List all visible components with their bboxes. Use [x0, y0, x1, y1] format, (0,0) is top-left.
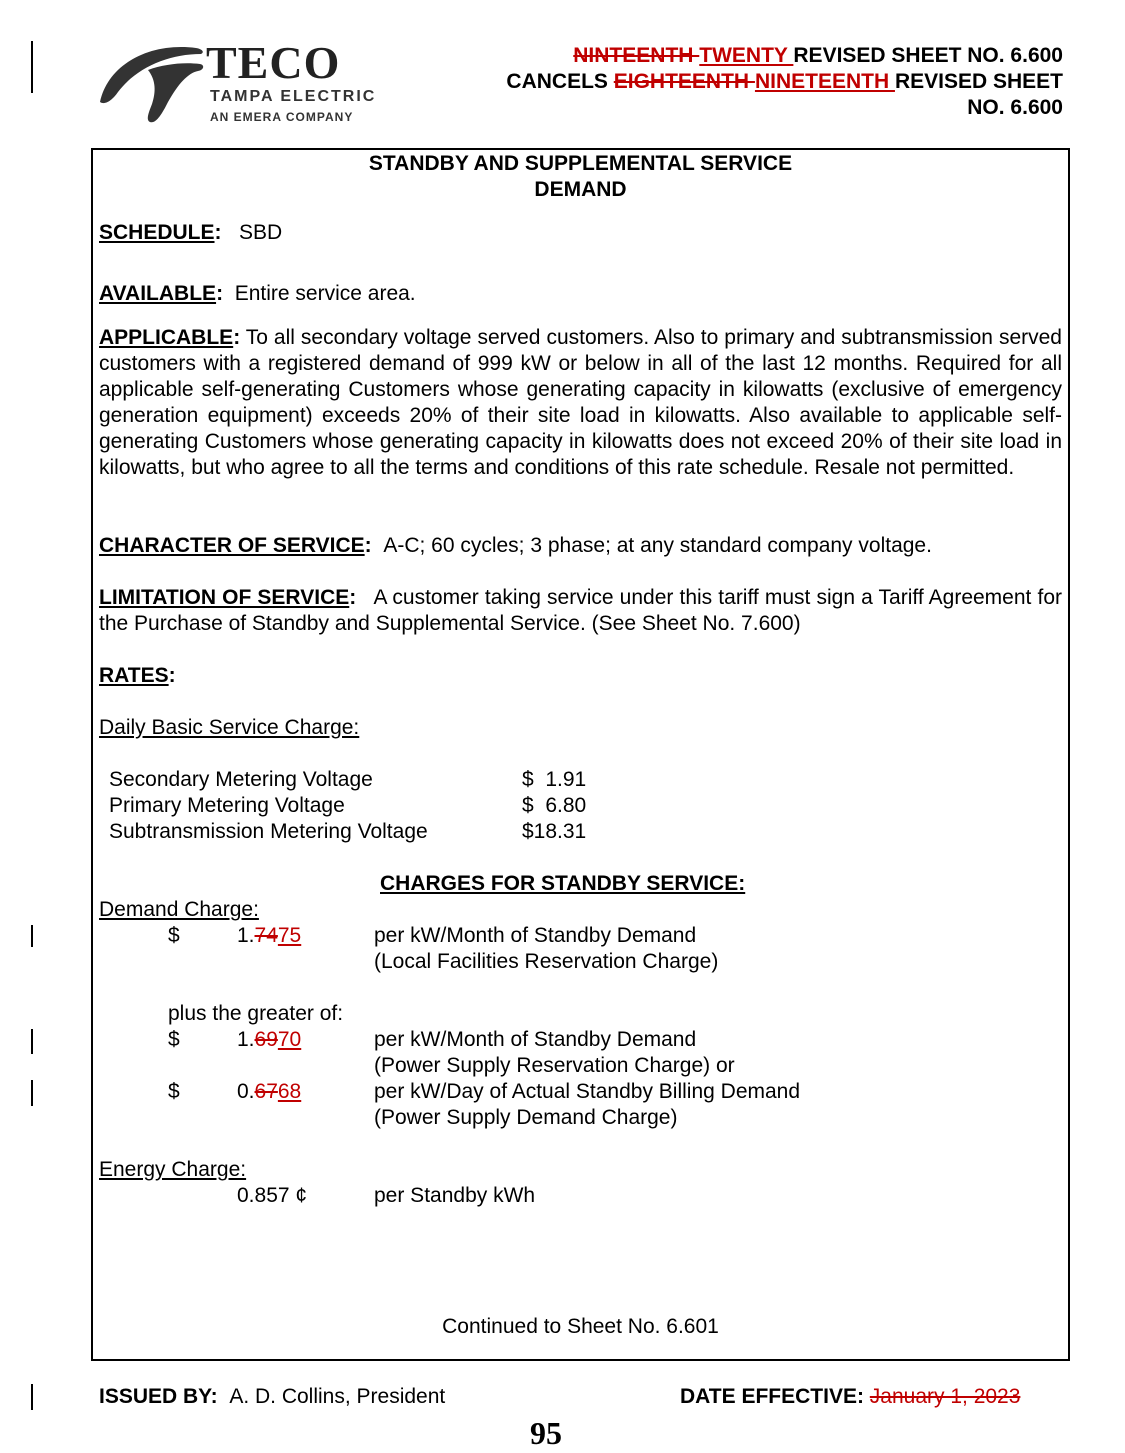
header-line1: [506, 43, 1063, 69]
limitation-label: LIMITATION OF SERVICE: [99, 586, 350, 609]
rates-label: RATES: [99, 664, 169, 687]
available-value: Entire service area.: [234, 282, 416, 305]
daily-row-price: $ 1.91: [522, 768, 587, 791]
dollar-sign: $: [168, 924, 180, 947]
header-line3: NO. 6.600: [967, 96, 1063, 119]
rate-desc: (Local Facilities Reservation Charge): [374, 950, 719, 973]
schedule-row: SCHEDULE: SBD: [99, 221, 283, 244]
rate-inserted: 70: [277, 1028, 302, 1051]
header-deleted-text: NINTEENTH: [573, 44, 700, 67]
continued-note: Continued to Sheet No. 6.601: [442, 1315, 719, 1338]
schedule-label: SCHEDULE: [99, 221, 215, 244]
character-label: CHARACTER OF SERVICE: [99, 534, 365, 557]
header-line2: [506, 69, 1063, 95]
rate-deleted: 69: [254, 1028, 278, 1051]
header-line2-prefix: CANCELS: [506, 70, 614, 93]
rate-value: [237, 923, 301, 949]
energy-desc: per Standby kWh: [374, 1184, 536, 1207]
applicable-paragraph: APPLICABLE: To all secondary voltage served customers. Also to primary and subtransmission served customers with a registered demand of 999 kW or below in all of the last 12 months. Required for all applicable self-generating Customers whose generating capacity in kilowatts (exclusive of emergency generation equipment) exceeds 20% of their site load in kilowatts. Also available to applicable self-generating Customers whose generating capacity in kilowatts does not exceed 20% of their site load in kilowatts, but who agree to all the terms and conditions of this rate schedule. Resale not permitted.: [99, 326, 1062, 479]
daily-row-name: Subtransmission Metering Voltage: [109, 820, 428, 843]
demand-charge-label: Demand Charge:: [99, 898, 259, 921]
header-line2-rest: REVISED SHEET: [894, 70, 1063, 93]
rate-deleted: 74: [254, 924, 278, 947]
rate-value: [237, 1027, 301, 1053]
rate-inserted: 75: [277, 924, 302, 947]
header-inserted-text: TWENTY: [699, 44, 794, 67]
available-row: AVAILABLE: Entire service area.: [99, 282, 416, 305]
rate-desc: (Power Supply Reservation Charge) or: [374, 1054, 735, 1077]
available-label: AVAILABLE: [99, 282, 217, 305]
change-bar: [31, 1384, 33, 1410]
logo-line1: TAMPA ELECTRIC: [210, 88, 377, 105]
date-effective: [680, 1384, 1020, 1410]
standby-heading: CHARGES FOR STANDBY SERVICE:: [380, 872, 746, 895]
daily-row-name: Primary Metering Voltage: [109, 794, 345, 817]
date-label: DATE EFFECTIVE:: [680, 1385, 864, 1408]
change-bar: [31, 41, 33, 93]
rate-deleted: 67: [254, 1080, 278, 1103]
date-deleted: January 1, 2023: [869, 1385, 1021, 1408]
rates-heading: RATES:: [99, 664, 176, 687]
rate-inserted: 68: [277, 1080, 302, 1103]
issued-value: A. D. Collins, President: [229, 1385, 446, 1408]
change-bar: [31, 925, 33, 947]
character-row: CHARACTER OF SERVICE: A-C; 60 cycles; 3 phase; at any standard company voltage.: [99, 534, 932, 557]
logo-line2: AN EMERA COMPANY: [210, 110, 354, 124]
applicable-text: To all secondary voltage served customers. Also to primary and subtransmission served customers with a registered demand of 999 kW or below in all of the last 12 months. Required for all applicable self-generating Customers whose generating capacity in kilowatts (exclusive of emergency generation equipment) exceeds 20% of their site load in kilowatts. Also available to applicable self-generating Customers whose generating capacity in kilowatts does not exceed 20% of their site load in kilowatts, but who agree to all the terms and conditions of this rate schedule. Resale not permitted.: [99, 326, 1062, 479]
title-line1: STANDBY AND SUPPLEMENTAL SERVICE: [368, 152, 793, 175]
change-bar: [31, 1080, 33, 1106]
daily-row-price: $18.31: [522, 820, 587, 843]
rate-int: 1.: [237, 1028, 255, 1051]
title-line2: DEMAND: [534, 178, 627, 201]
schedule-value: SBD: [239, 221, 283, 244]
plus-greater-text: plus the greater of:: [168, 1002, 344, 1025]
page-number: 95: [530, 1415, 562, 1451]
energy-charge-label: Energy Charge:: [99, 1158, 247, 1181]
logo-brand: TECO: [206, 37, 341, 88]
rate-int: 1.: [237, 924, 255, 947]
dollar-sign: $: [168, 1028, 180, 1051]
company-logo: [98, 37, 428, 130]
rate-int: 0.: [237, 1080, 255, 1103]
issued-by: [99, 1384, 445, 1410]
daily-charge-label: Daily Basic Service Charge:: [99, 716, 360, 739]
swoosh-icon: [98, 40, 208, 128]
change-bar: [31, 1029, 33, 1054]
header-inserted-text: NINETEENTH: [754, 70, 895, 93]
rate-value: [237, 1079, 301, 1105]
rate-desc: (Power Supply Demand Charge): [374, 1106, 678, 1129]
rate-desc: per kW/Month of Standby Demand: [374, 924, 697, 947]
rate-desc: per kW/Day of Actual Standby Billing Demand: [374, 1080, 801, 1103]
header-line1-rest: REVISED SHEET NO. 6.600: [793, 44, 1063, 67]
issued-label: ISSUED BY:: [99, 1385, 218, 1408]
limitation-paragraph: LIMITATION OF SERVICE: A customer taking service under this tariff must sign a Tariff Agreement for the Purchase of Standby and Supplemental Service. (See Sheet No. 7.600): [99, 586, 1062, 635]
energy-value: 0.857 ¢: [237, 1184, 308, 1207]
rate-desc: per kW/Month of Standby Demand: [374, 1028, 697, 1051]
daily-row-name: Secondary Metering Voltage: [109, 768, 373, 791]
daily-row-price: $ 6.80: [522, 794, 587, 817]
sheet-header: [506, 43, 1063, 121]
character-value: A-C; 60 cycles; 3 phase; at any standard company voltage.: [383, 534, 932, 557]
dollar-sign: $: [168, 1080, 180, 1103]
limitation-text: A customer taking service under this tariff must sign a Tariff Agreement for the Purchase of Standby and Supplemental Service. (See Sheet No. 7.600): [99, 586, 1062, 635]
header-deleted-text: EIGHTEENTH: [613, 70, 755, 93]
applicable-label: APPLICABLE: [99, 326, 234, 349]
